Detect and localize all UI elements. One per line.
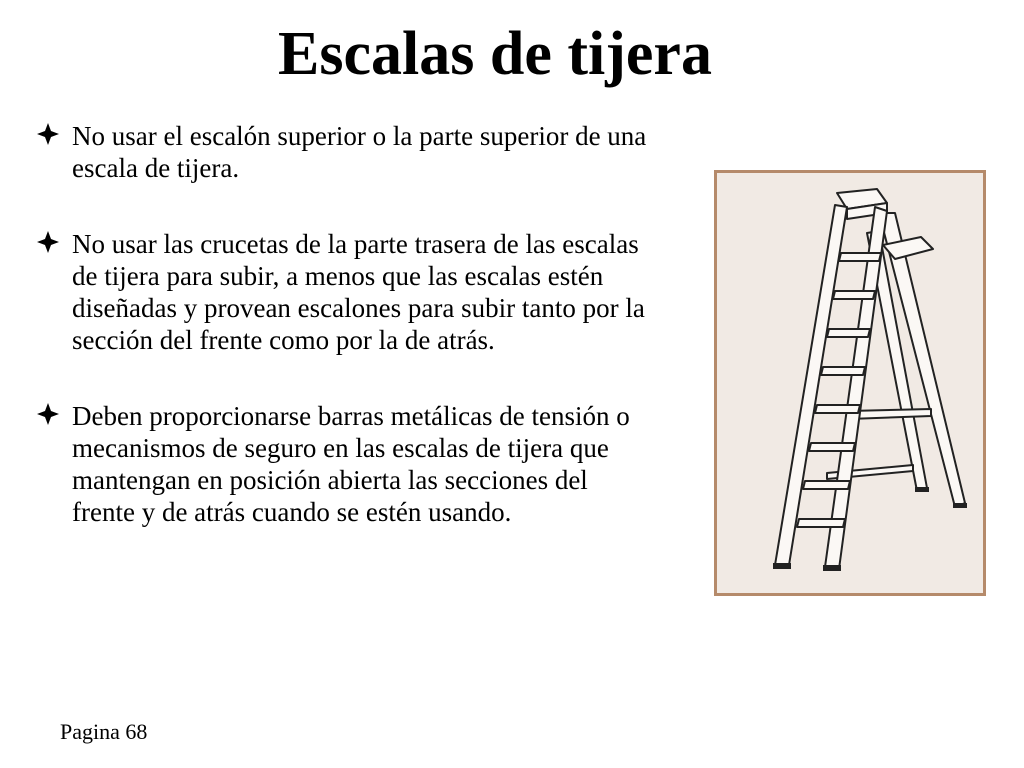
diamond-bullet-icon (36, 122, 62, 148)
diamond-bullet-icon (36, 402, 62, 428)
bullet-item (36, 400, 656, 528)
stepladder-icon (717, 173, 983, 593)
page-number: Pagina 68 (60, 719, 148, 744)
bullet-item (36, 228, 656, 356)
bullet-text: No usar las crucetas de la parte trasera de las escalas de tijera para subir, a menos que las escalas estén diseñadas y provean escalones para subir tanto por la sección del frente como por la de atrás. (72, 229, 645, 355)
stepladder-image (714, 170, 986, 596)
diamond-bullet-icon (36, 230, 62, 256)
bullet-text: No usar el escalón superior o la parte superior de una escala de tijera. (72, 121, 647, 183)
slide-title: Escalas de tijera (278, 20, 712, 88)
bullet-text: Deben proporcionarse barras metálicas de tensión o mecanismos de seguro en las escalas de tijera que mantengan en posición abierta las secciones del frente y de atrás cuando se estén usando. (72, 401, 630, 527)
bullet-item (36, 120, 656, 184)
bullet-list (36, 120, 656, 572)
